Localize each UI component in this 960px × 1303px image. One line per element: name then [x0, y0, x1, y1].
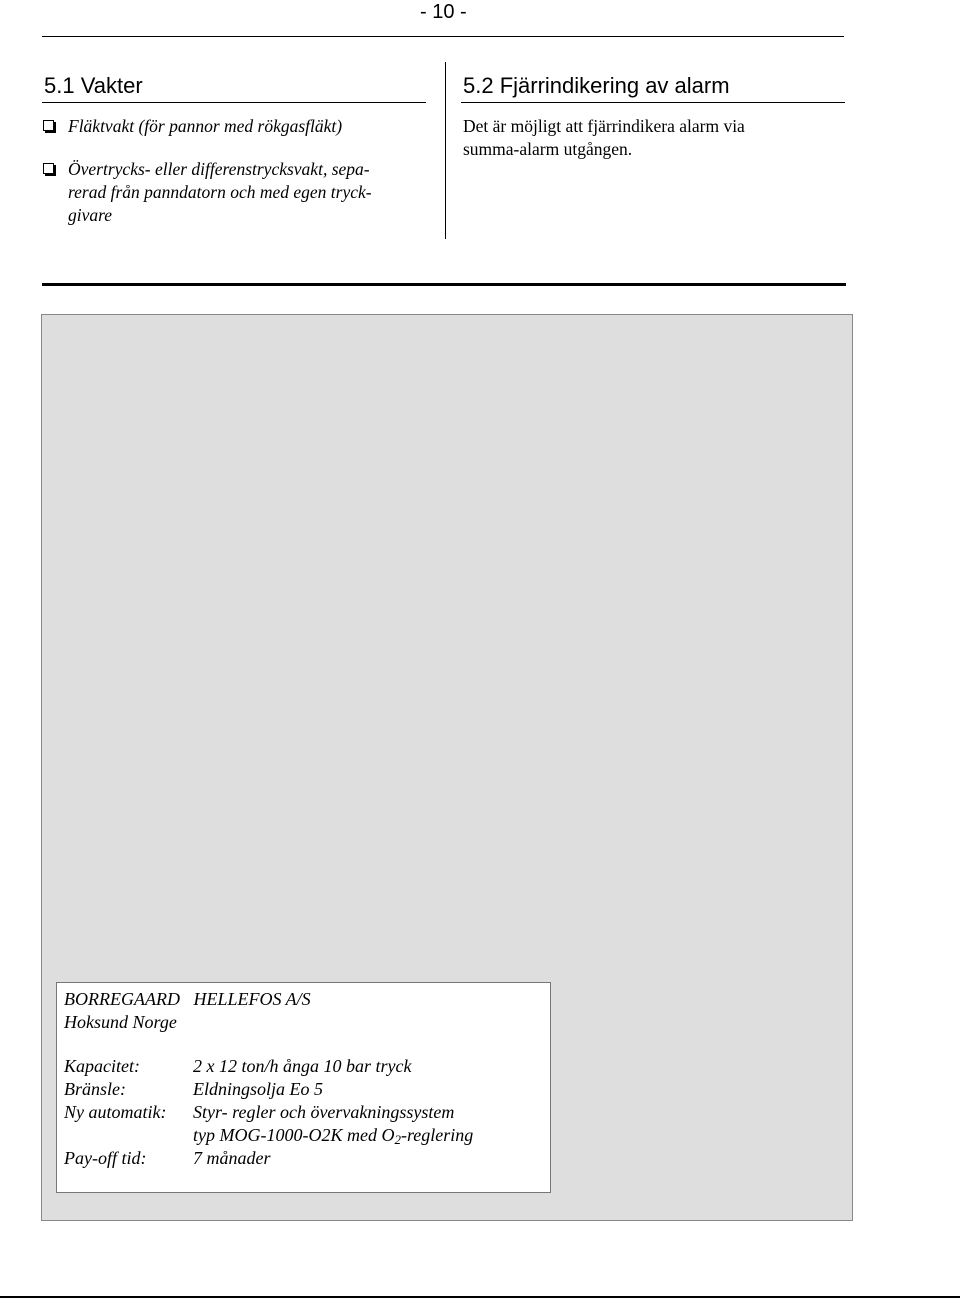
list-item-text-line: rerad från panndatorn och med egen tryck-: [68, 182, 372, 202]
caption-label: Kapacitet:: [64, 1056, 140, 1076]
list-item-text-line: givare: [68, 205, 113, 225]
photo-caption-box: [56, 982, 551, 1193]
caption-value: Eldningsolja Eo 5: [193, 1079, 323, 1099]
caption-value: 7 månader: [193, 1148, 271, 1168]
checkbox-icon: [43, 163, 54, 174]
caption-value: 2 x 12 ton/h ånga 10 bar tryck: [193, 1056, 412, 1076]
caption-label: Ny automatik:: [64, 1102, 167, 1122]
caption-value: Styr- regler och övervakningssystem: [193, 1102, 455, 1122]
section-heading-5-1: 5.1 Vakter: [44, 73, 143, 98]
page-number: - 10 -: [420, 1, 467, 23]
section-heading-5-2: 5.2 Fjärrindikering av alarm: [463, 73, 730, 98]
column-divider: [445, 62, 446, 239]
caption-value-suffix: -reglering: [400, 1125, 474, 1145]
section-heading-rule: [42, 102, 426, 103]
section-separator: [42, 283, 846, 286]
checkbox-icon: [43, 120, 54, 131]
caption-label: Pay-off tid:: [64, 1148, 147, 1168]
caption-value-prefix: typ MOG-1000-O2K med O: [193, 1125, 395, 1145]
paragraph-line: Det är möjligt att fjärrindikera alarm via: [463, 116, 745, 136]
caption-company: BORREGAARD HELLEFOS A/S: [64, 989, 311, 1009]
caption-location: Hoksund Norge: [64, 1012, 177, 1032]
footer-rule: [0, 1296, 960, 1298]
paragraph-line: summa-alarm utgången.: [463, 139, 633, 159]
header-rule: [42, 36, 844, 37]
caption-value-subscript: 2: [394, 1132, 401, 1147]
caption-label: Bränsle:: [64, 1079, 126, 1099]
list-item-text-line: Övertrycks- eller differenstrycksvakt, sepa-: [68, 159, 370, 179]
section-heading-rule: [461, 102, 845, 103]
list-item-text: Fläktvakt (för pannor med rökgasfläkt): [68, 116, 343, 136]
